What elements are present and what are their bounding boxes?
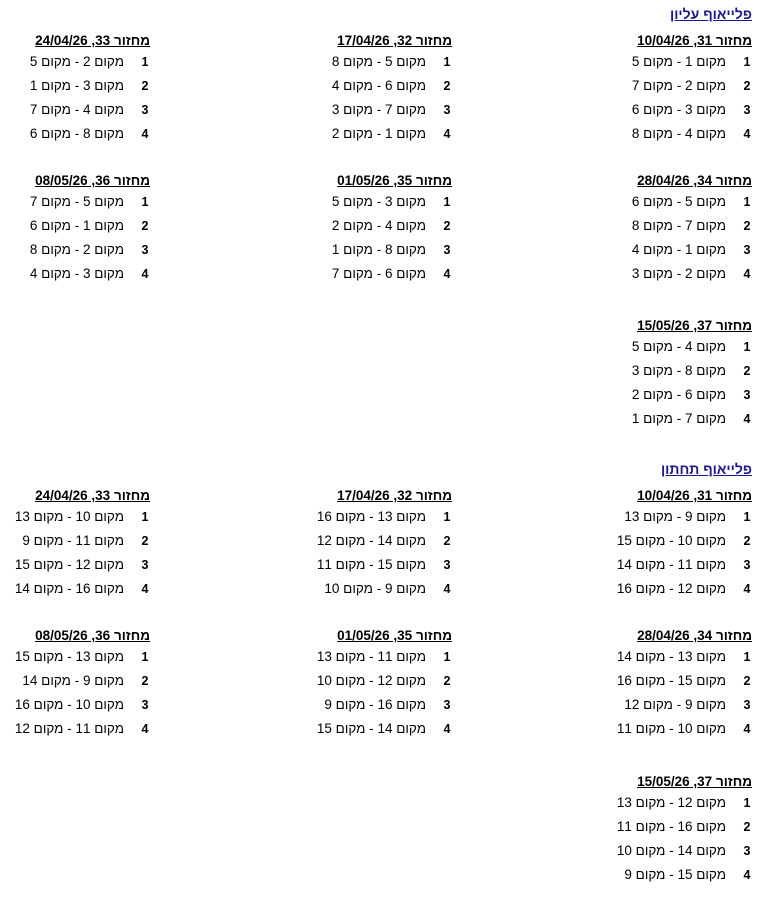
match-number: 1 [141,55,149,69]
match-pairing: מקום 5 - מקום 7 [29,194,124,209]
match-number: 2 [743,79,751,93]
match-row [624,190,752,214]
match-row [624,505,752,529]
match-number: 2 [743,534,751,548]
match-row [624,359,752,383]
match-number: 1 [743,55,751,69]
round-36-lower [14,627,150,741]
match-number: 3 [141,698,149,712]
match-number: 1 [443,650,451,664]
match-number: 2 [743,219,751,233]
match-pairing: מקום 6 - מקום 4 [331,78,426,93]
match-row [324,190,452,214]
round-title: מחזור 34, 28/04/26 [637,173,752,188]
match-row [22,669,150,693]
round-33-lower [14,487,150,601]
match-pairing: מקום 3 - מקום 6 [631,102,726,117]
match-row [616,815,752,839]
match-row [324,214,452,238]
round-title: מחזור 33, 24/04/26 [35,33,150,48]
round-37-upper [624,317,752,431]
match-pairing: מקום 12 - מקום 16 [616,581,726,596]
match-pairing: מקום 4 - מקום 2 [331,218,426,233]
match-pairing: מקום 2 - מקום 7 [631,78,726,93]
match-number: 4 [141,582,149,596]
round-36-upper [22,172,150,286]
match-row [624,238,752,262]
match-number: 1 [141,510,149,524]
match-row [316,717,452,741]
match-number: 4 [141,267,149,281]
match-pairing: מקום 12 - מקום 10 [316,673,426,688]
match-number: 2 [141,79,149,93]
match-pairing: מקום 1 - מקום 2 [331,126,426,141]
match-pairing: מקום 6 - מקום 7 [331,266,426,281]
round-title: מחזור 35, 01/05/26 [337,628,452,643]
round-34-lower [616,627,752,741]
match-pairing: מקום 3 - מקום 5 [331,194,426,209]
match-pairing: מקום 10 - מקום 11 [616,721,726,736]
match-row [22,262,150,286]
round-35-lower [316,627,452,741]
match-number: 3 [743,243,751,257]
match-pairing: מקום 9 - מקום 13 [624,509,726,524]
round-title: מחזור 32, 17/04/26 [337,33,452,48]
match-row [316,529,452,553]
match-number: 4 [141,722,149,736]
match-pairing: מקום 2 - מקום 5 [29,54,124,69]
match-pairing: מקום 2 - מקום 3 [631,266,726,281]
round-34-upper [624,172,752,286]
match-row [324,238,452,262]
match-pairing: מקום 8 - מקום 1 [331,242,426,257]
match-number: 2 [443,219,451,233]
match-pairing: מקום 13 - מקום 14 [616,649,726,664]
match-pairing: מקום 2 - מקום 8 [29,242,124,257]
round-title: מחזור 31, 10/04/26 [637,488,752,503]
round-35-upper [324,172,452,286]
round-title: מחזור 31, 10/04/26 [637,33,752,48]
round-32-lower [316,487,452,601]
section-title-upper-playoff[interactable]: פלייאוף עליון [669,6,752,22]
match-pairing: מקום 6 - מקום 2 [631,387,726,402]
round-31-lower [616,487,752,601]
match-number: 1 [443,195,451,209]
round-32-upper [324,32,452,146]
round-title: מחזור 36, 08/05/26 [35,628,150,643]
match-number: 1 [743,650,751,664]
match-row [616,717,752,741]
match-row [22,529,150,553]
match-pairing: מקום 7 - מקום 3 [331,102,426,117]
match-pairing: מקום 1 - מקום 6 [29,218,124,233]
round-title: מחזור 32, 17/04/26 [337,488,452,503]
match-number: 1 [743,195,751,209]
match-row [22,214,150,238]
match-number: 3 [743,103,751,117]
match-row [14,553,150,577]
match-row [324,262,452,286]
match-pairing: מקום 16 - מקום 11 [616,819,726,834]
match-row [624,214,752,238]
match-row [624,863,752,887]
match-row [22,50,150,74]
match-row [324,98,452,122]
match-pairing: מקום 8 - מקום 3 [631,363,726,378]
match-pairing: מקום 15 - מקום 11 [316,557,426,572]
match-pairing: מקום 11 - מקום 13 [316,649,426,664]
match-pairing: מקום 16 - מקום 14 [14,581,124,596]
match-row [616,645,752,669]
match-row [14,505,150,529]
match-number: 4 [443,722,451,736]
match-row [624,50,752,74]
round-title: מחזור 34, 28/04/26 [637,628,752,643]
match-pairing: מקום 15 - מקום 9 [624,867,726,882]
match-row [616,669,752,693]
match-number: 2 [743,674,751,688]
match-number: 4 [743,127,751,141]
match-row [22,98,150,122]
match-number: 4 [743,722,751,736]
match-pairing: מקום 15 - מקום 16 [616,673,726,688]
match-pairing: מקום 14 - מקום 15 [316,721,426,736]
match-pairing: מקום 11 - מקום 12 [14,721,124,736]
match-number: 4 [743,868,751,882]
match-row [616,529,752,553]
match-row [624,407,752,431]
match-number: 2 [141,534,149,548]
section-title-lower-playoff[interactable]: פלייאוף תחתון [660,461,752,477]
round-33-upper [22,32,150,146]
match-row [324,74,452,98]
match-number: 2 [743,820,751,834]
match-pairing: מקום 5 - מקום 6 [631,194,726,209]
match-number: 3 [443,698,451,712]
match-row [616,791,752,815]
match-pairing: מקום 16 - מקום 9 [324,697,426,712]
match-pairing: מקום 7 - מקום 8 [631,218,726,233]
match-number: 4 [141,127,149,141]
match-row [316,645,452,669]
match-pairing: מקום 13 - מקום 15 [14,649,124,664]
match-pairing: מקום 10 - מקום 13 [14,509,124,524]
match-pairing: מקום 4 - מקום 5 [631,339,726,354]
round-31-upper [624,32,752,146]
match-row [316,553,452,577]
match-number: 2 [141,219,149,233]
match-number: 1 [443,510,451,524]
match-pairing: מקום 5 - מקום 8 [331,54,426,69]
match-pairing: מקום 1 - מקום 4 [631,242,726,257]
match-pairing: מקום 14 - מקום 12 [316,533,426,548]
round-title: מחזור 37, 15/05/26 [637,774,752,789]
match-number: 1 [743,340,751,354]
match-number: 2 [443,534,451,548]
match-pairing: מקום 3 - מקום 1 [29,78,124,93]
match-row [624,74,752,98]
match-number: 3 [443,103,451,117]
match-pairing: מקום 4 - מקום 8 [631,126,726,141]
match-pairing: מקום 1 - מקום 5 [631,54,726,69]
match-number: 4 [743,582,751,596]
match-pairing: מקום 9 - מקום 10 [324,581,426,596]
match-number: 1 [743,796,751,810]
match-number: 3 [141,243,149,257]
match-pairing: מקום 8 - מקום 6 [29,126,124,141]
match-row [624,383,752,407]
match-number: 3 [743,698,751,712]
match-row [14,717,150,741]
match-number: 3 [141,558,149,572]
match-row [616,553,752,577]
match-row [616,577,752,601]
match-number: 3 [141,103,149,117]
match-number: 4 [443,267,451,281]
match-number: 1 [141,650,149,664]
match-pairing: מקום 4 - מקום 7 [29,102,124,117]
match-number: 4 [743,267,751,281]
match-number: 1 [443,55,451,69]
match-row [14,577,150,601]
round-title: מחזור 36, 08/05/26 [35,173,150,188]
match-number: 3 [743,844,751,858]
round-title: מחזור 37, 15/05/26 [637,318,752,333]
match-number: 3 [443,558,451,572]
round-37-lower [616,773,752,887]
match-pairing: מקום 11 - מקום 9 [22,533,124,548]
match-row [22,238,150,262]
match-number: 4 [443,582,451,596]
match-pairing: מקום 9 - מקום 14 [22,673,124,688]
match-number: 2 [743,364,751,378]
match-pairing: מקום 9 - מקום 12 [624,697,726,712]
match-row [324,122,452,146]
match-row [14,645,150,669]
match-row [14,693,150,717]
match-number: 1 [141,195,149,209]
round-title: מחזור 33, 24/04/26 [35,488,150,503]
match-number: 2 [443,79,451,93]
match-pairing: מקום 13 - מקום 16 [316,509,426,524]
match-number: 2 [443,674,451,688]
match-row [624,98,752,122]
match-row [624,693,752,717]
match-row [22,122,150,146]
match-number: 3 [443,243,451,257]
match-row [316,669,452,693]
match-number: 1 [743,510,751,524]
match-pairing: מקום 10 - מקום 16 [14,697,124,712]
match-row [624,122,752,146]
round-title: מחזור 35, 01/05/26 [337,173,452,188]
match-row [324,577,452,601]
match-row [324,693,452,717]
match-pairing: מקום 14 - מקום 10 [616,843,726,858]
match-row [616,839,752,863]
match-row [316,505,452,529]
match-number: 3 [743,558,751,572]
match-row [624,335,752,359]
match-number: 4 [743,412,751,426]
match-pairing: מקום 3 - מקום 4 [29,266,124,281]
match-pairing: מקום 10 - מקום 15 [616,533,726,548]
match-row [22,74,150,98]
match-row [624,262,752,286]
match-row [324,50,452,74]
match-pairing: מקום 12 - מקום 13 [616,795,726,810]
match-number: 2 [141,674,149,688]
match-number: 3 [743,388,751,402]
match-pairing: מקום 12 - מקום 15 [14,557,124,572]
match-pairing: מקום 7 - מקום 1 [631,411,726,426]
match-pairing: מקום 11 - מקום 14 [616,557,726,572]
match-row [22,190,150,214]
match-number: 4 [443,127,451,141]
